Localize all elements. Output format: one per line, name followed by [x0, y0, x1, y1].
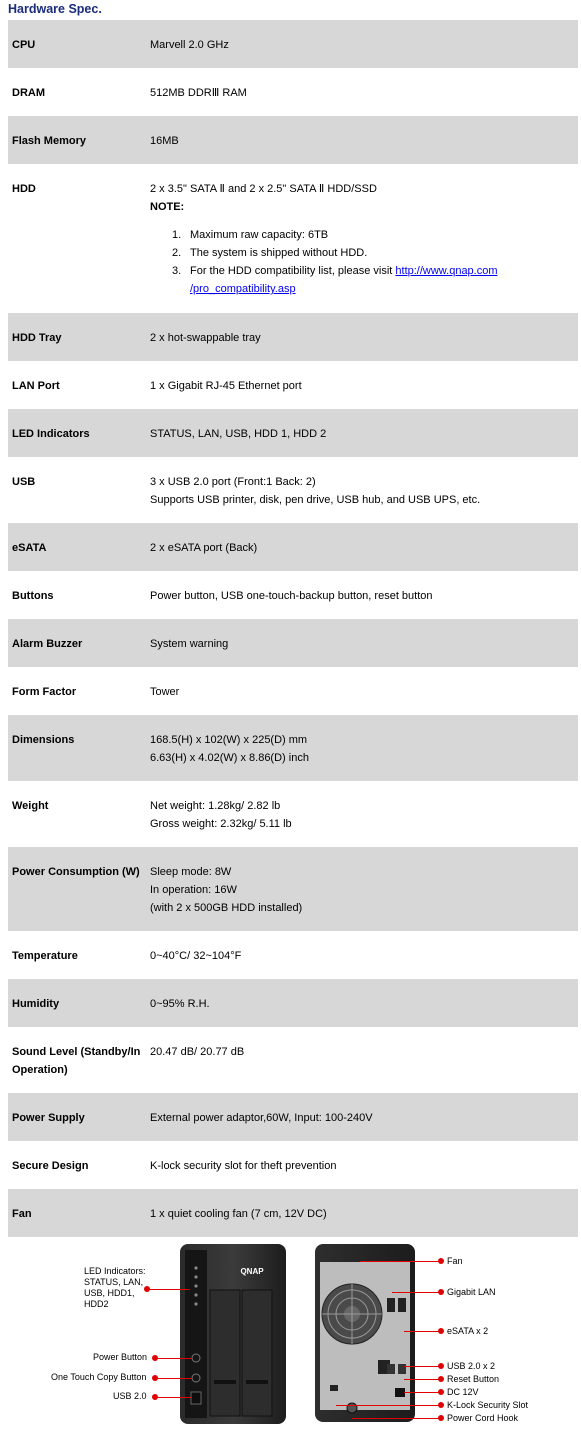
spec-value-line: External power adaptor,60W, Input: 100-240V	[150, 1112, 373, 1124]
spec-value	[146, 523, 578, 571]
spec-row	[8, 361, 578, 409]
spec-value-line: Net weight: 1.28kg/ 2.82 lb	[150, 800, 281, 812]
lead-power	[156, 1358, 192, 1359]
spec-value	[146, 164, 578, 313]
spec-row	[8, 409, 578, 457]
spec-value	[146, 1093, 578, 1141]
spec-row	[8, 20, 578, 68]
spec-value-line: Marvell 2.0 GHz	[150, 39, 229, 51]
spec-label: Flash Memory	[12, 135, 86, 147]
spec-label: LAN Port	[12, 380, 60, 392]
hdd-note-item: The system is shipped without HDD.	[190, 247, 368, 259]
spec-row	[8, 313, 578, 361]
hdd-note-list	[150, 226, 574, 298]
spec-row	[8, 523, 578, 571]
spec-value-line: 1 x quiet cooling fan (7 cm, 12V DC)	[150, 1208, 327, 1220]
spec-row	[8, 667, 578, 715]
spec-value-line: Supports USB printer, disk, pen drive, USB hub, and USB UPS, etc.	[150, 494, 481, 506]
callout-k-lock: K-Lock Security Slot	[447, 1400, 529, 1410]
callout-usb-back: USB 2.0 x 2	[447, 1361, 496, 1371]
callout-usb-front: USB 2.0	[113, 1391, 147, 1401]
lead-hook	[352, 1418, 440, 1419]
lead-fan	[360, 1261, 440, 1262]
spec-value	[146, 116, 578, 164]
spec-value	[146, 1189, 578, 1237]
spec-value-line: 2 x eSATA port (Back)	[150, 542, 258, 554]
spec-value	[146, 68, 578, 116]
spec-value-line: 2 x 3.5" SATA Ⅱ and 2 x 2.5" SATA Ⅱ HDD/SSD	[150, 183, 377, 195]
callout-led-indicators	[84, 1266, 146, 1310]
spec-value-line: Power button, USB one-touch-backup button, reset button	[150, 590, 433, 602]
spec-value-line: System warning	[150, 638, 229, 650]
spec-value	[146, 715, 578, 781]
spec-row	[8, 847, 578, 931]
page-title: Hardware Spec.	[8, 2, 102, 16]
spec-value	[146, 781, 578, 847]
brand-logo: QNAP	[240, 1267, 264, 1276]
spec-value-line: Tower	[150, 686, 180, 698]
spec-value	[146, 931, 578, 979]
spec-label: HDD Tray	[12, 332, 62, 344]
callout-reset-button: Reset Button	[447, 1374, 500, 1384]
callout-led-line: STATUS, LAN,	[84, 1277, 144, 1287]
lead-klock	[336, 1405, 440, 1406]
spec-value	[146, 979, 578, 1027]
callout-led-line: LED Indicators:	[84, 1266, 146, 1276]
lead-copy	[156, 1378, 192, 1379]
spec-row	[8, 571, 578, 619]
spec-value-line: 512MB DDRⅢ RAM	[150, 87, 247, 99]
hdd-note-item	[190, 262, 574, 298]
spec-label: CPU	[12, 39, 36, 51]
spec-label: USB	[12, 476, 36, 488]
spec-value	[146, 1027, 578, 1093]
hdd-note-label: NOTE:	[150, 201, 185, 213]
spec-value-line: 1 x Gigabit RJ-45 Ethernet port	[150, 380, 302, 392]
spec-row	[8, 931, 578, 979]
lead-led	[146, 1289, 190, 1290]
spec-value-line: In operation: 16W	[150, 884, 237, 896]
spec-value	[146, 847, 578, 931]
lead-dc	[404, 1392, 440, 1393]
spec-value-line: K-lock security slot for theft prevention	[150, 1160, 337, 1172]
hdd-note-item: Maximum raw capacity: 6TB	[190, 229, 329, 241]
callout-power-button: Power Button	[93, 1352, 148, 1362]
spec-label: Fan	[12, 1208, 32, 1220]
spec-value	[146, 457, 578, 523]
back-unit	[315, 1244, 415, 1422]
product-photo	[0, 1240, 581, 1433]
spec-row	[8, 1189, 578, 1237]
spec-label: Alarm Buzzer	[12, 638, 83, 650]
spec-label: Humidity	[12, 998, 60, 1010]
hdd-note-text: For the HDD compatibility list, please visit	[190, 265, 396, 277]
spec-label: Power Supply	[12, 1112, 85, 1124]
spec-value-line: 6.63(H) x 4.02(W) x 8.86(D) inch	[150, 752, 309, 764]
spec-value	[146, 1141, 578, 1189]
front-unit	[180, 1244, 286, 1424]
spec-row	[8, 781, 578, 847]
spec-label: Secure Design	[12, 1160, 89, 1172]
spec-label: HDD	[12, 183, 36, 195]
lead-esata	[404, 1331, 440, 1332]
spec-label: eSATA	[12, 542, 47, 554]
spec-label: Weight	[12, 800, 49, 812]
spec-label: Buttons	[12, 590, 54, 602]
spec-value-line: Sleep mode: 8W	[150, 866, 232, 878]
lead-reset	[404, 1379, 440, 1380]
spec-value	[146, 20, 578, 68]
spec-value-line: 16MB	[150, 135, 179, 147]
spec-table	[8, 20, 578, 1237]
lead-usb-back	[404, 1366, 440, 1367]
spec-value	[146, 361, 578, 409]
spec-row	[8, 457, 578, 523]
spec-row	[8, 715, 578, 781]
spec-label: Form Factor	[12, 686, 77, 698]
spec-row	[8, 1093, 578, 1141]
spec-label: LED Indicators	[12, 428, 90, 440]
spec-row	[8, 979, 578, 1027]
spec-value-line: Gross weight: 2.32kg/ 5.11 lb	[150, 818, 292, 830]
spec-value	[146, 571, 578, 619]
spec-row	[8, 68, 578, 116]
spec-value	[146, 619, 578, 667]
dot-led	[144, 1286, 150, 1292]
spec-value	[146, 313, 578, 361]
spec-label: DRAM	[12, 87, 45, 99]
spec-label: Dimensions	[12, 734, 75, 746]
spec-value-line: 2 x hot-swappable tray	[150, 332, 261, 344]
spec-row	[8, 1141, 578, 1189]
spec-label: Sound Level (Standby/In Operation)	[12, 1046, 141, 1076]
callout-gigabit-lan: Gigabit LAN	[447, 1287, 496, 1297]
spec-label: Temperature	[12, 950, 78, 962]
spec-value-line: 3 x USB 2.0 port (Front:1 Back: 2)	[150, 476, 316, 488]
callout-led-line: HDD2	[84, 1299, 109, 1309]
callout-dc-12v: DC 12V	[447, 1387, 479, 1397]
spec-value-line: 0~95% R.H.	[150, 998, 210, 1010]
spec-value-line: (with 2 x 500GB HDD installed)	[150, 902, 303, 914]
callout-fan: Fan	[447, 1256, 463, 1266]
spec-value-line: STATUS, LAN, USB, HDD 1, HDD 2	[150, 428, 327, 440]
spec-row	[8, 619, 578, 667]
compatibility-link[interactable]: http://www.qnap.com	[395, 265, 498, 277]
compatibility-link-cont[interactable]: /pro_compatibility.asp	[190, 283, 296, 295]
callout-power-cord-hook: Power Cord Hook	[447, 1413, 519, 1423]
spec-value	[146, 409, 578, 457]
spec-value-line: 168.5(H) x 102(W) x 225(D) mm	[150, 734, 308, 746]
spec-value-line: 0~40°C/ 32~104°F	[150, 950, 242, 962]
spec-row	[8, 116, 578, 164]
spec-value	[146, 667, 578, 715]
spec-value-line: 20.47 dB/ 20.77 dB	[150, 1046, 245, 1058]
callout-led-line: USB, HDD1,	[84, 1288, 135, 1298]
lead-lan	[392, 1292, 440, 1293]
spec-label: Power Consumption (W)	[12, 866, 140, 878]
lead-usb-front	[156, 1397, 192, 1398]
callout-esata: eSATA x 2	[447, 1326, 489, 1336]
spec-row	[8, 164, 578, 313]
spec-row	[8, 1027, 578, 1093]
callout-one-touch-copy: One Touch Copy Button	[51, 1372, 147, 1382]
